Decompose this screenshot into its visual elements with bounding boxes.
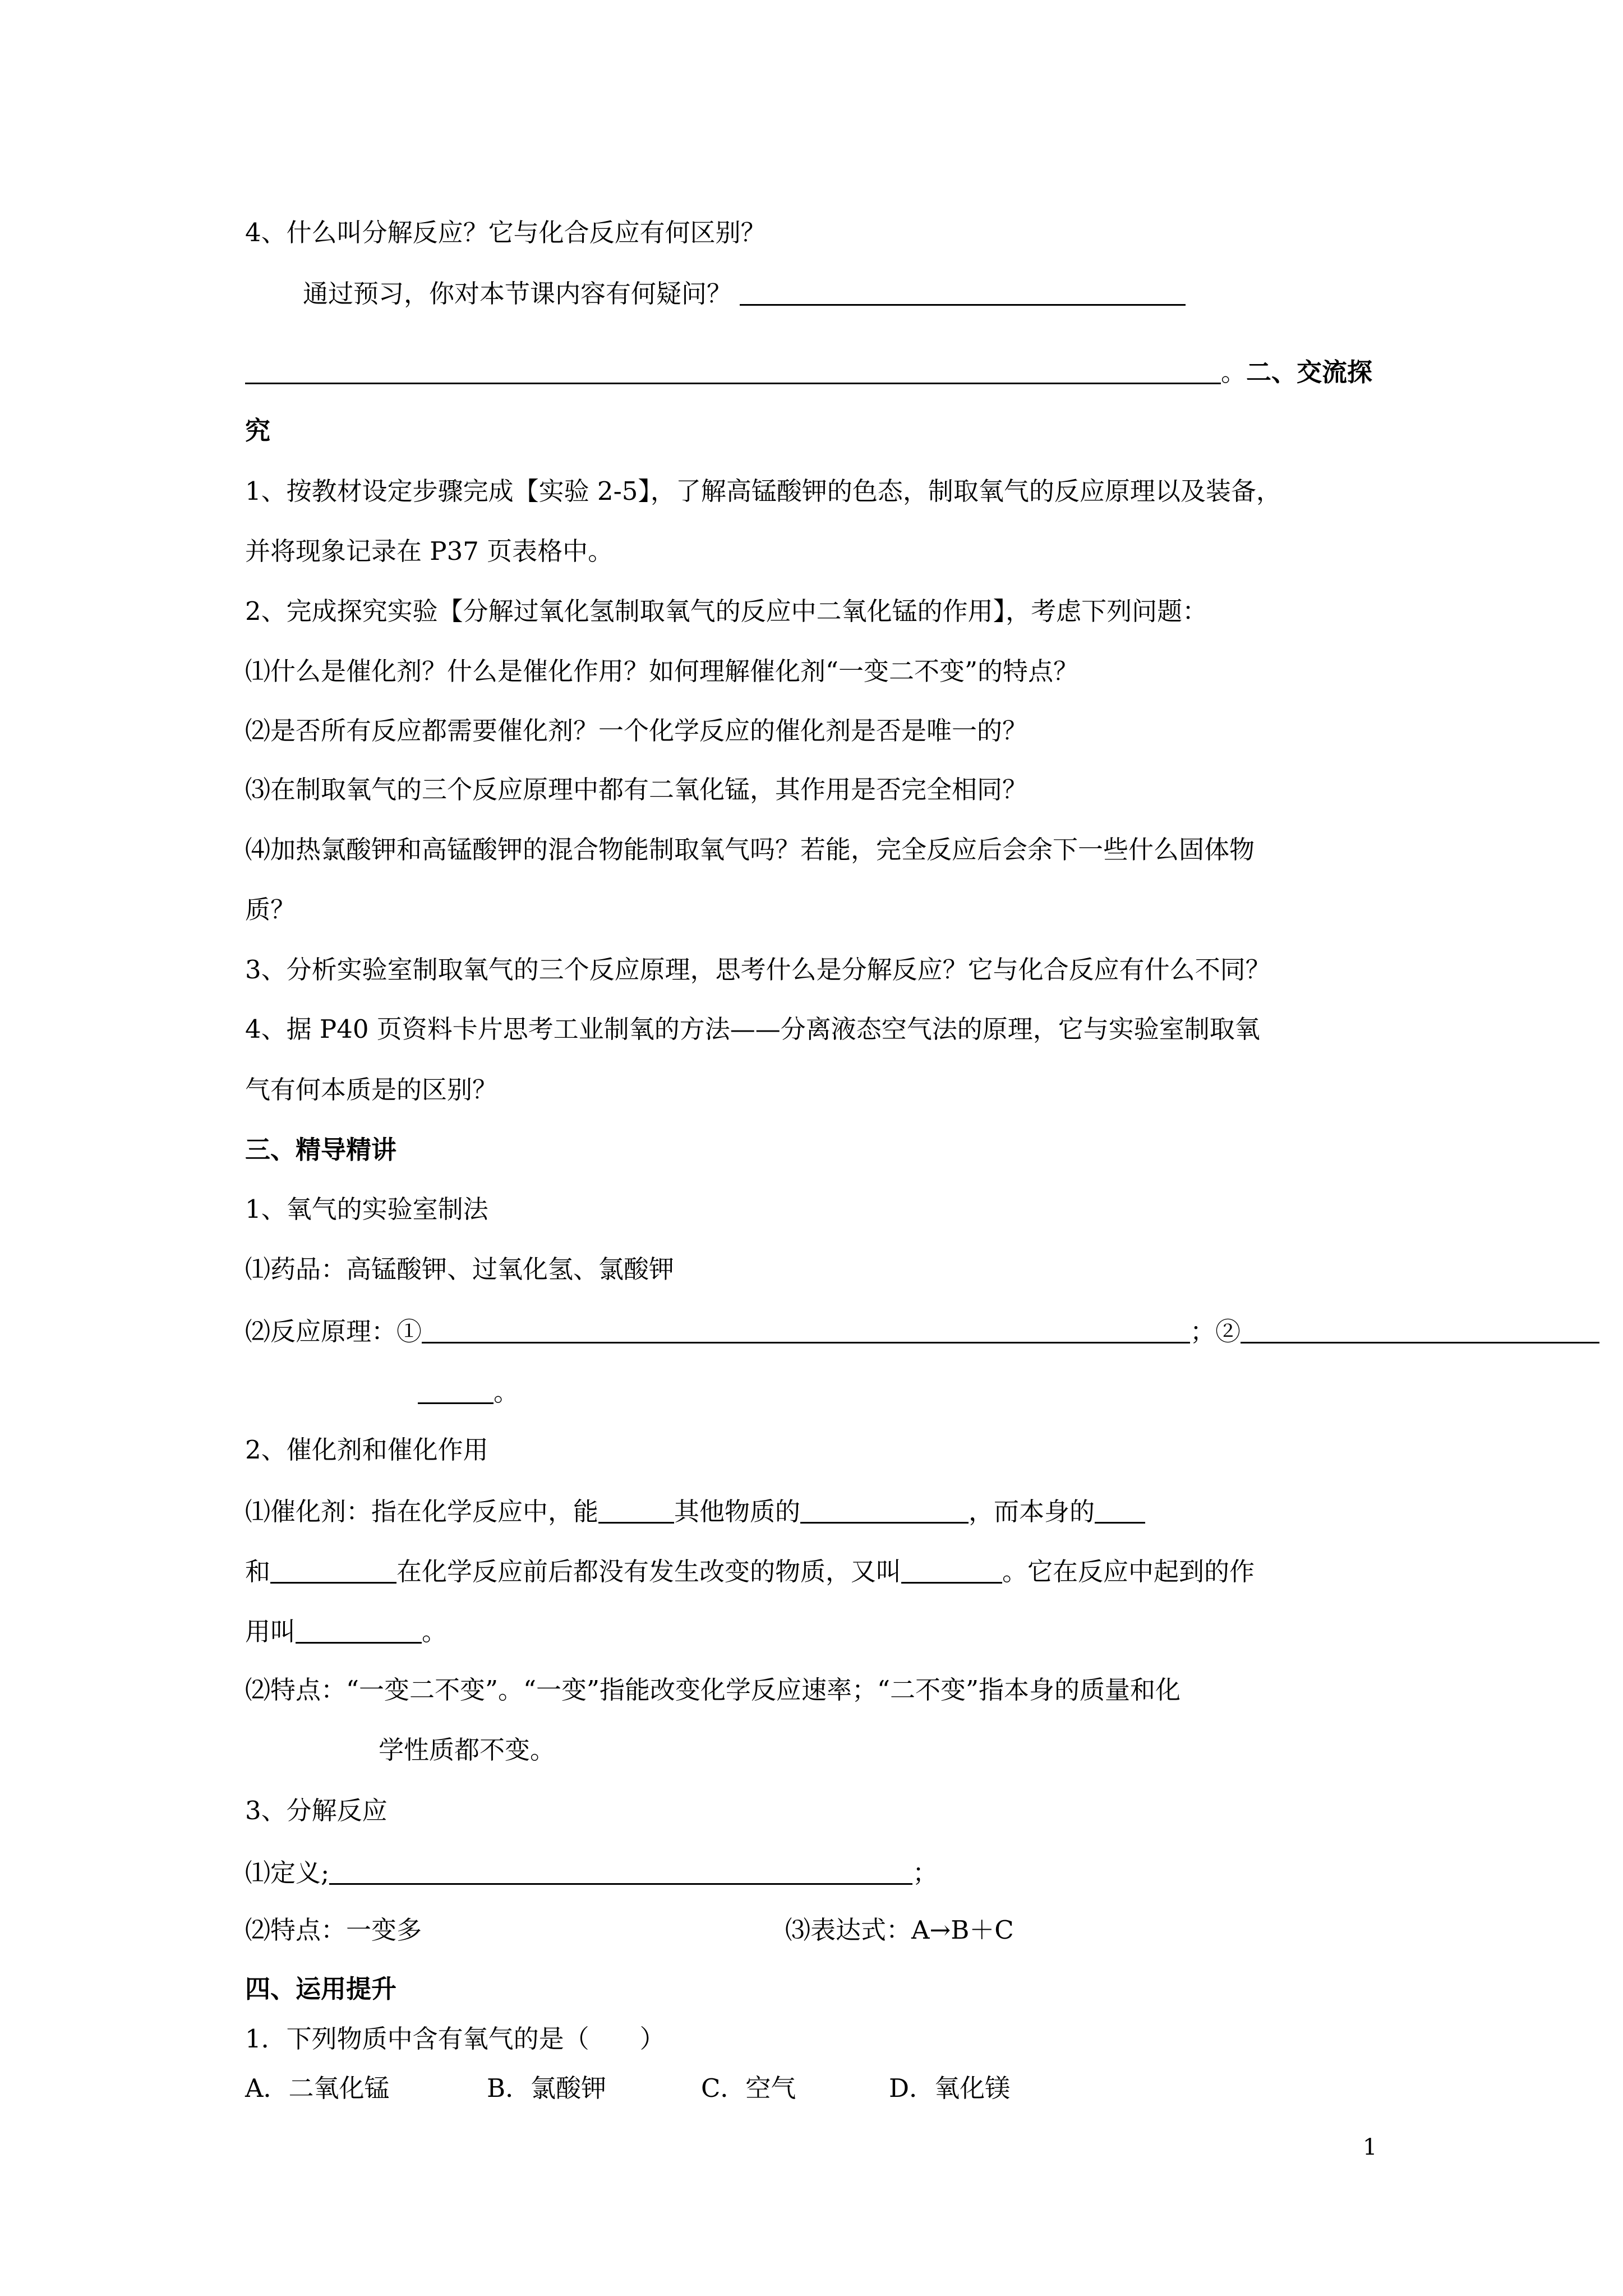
point-1: 1、氧气的实验室制法 (245, 1194, 488, 1224)
principle-blank-2[interactable] (1241, 1317, 1599, 1343)
exp-1-line-a: 1、按教材设定步骤完成【实验 2-5】，了解高锰酸钾的色态，制取氧气的反应原理以及装备， (245, 476, 1281, 506)
catalyst-def-c: ，而本身的 (969, 1497, 1095, 1526)
exp-2-q3: ⑶在制取氧气的三个反应原理中都有二氧化锰，其作用是否完全相同？ (245, 775, 1028, 804)
point-3: 3、分解反应 (245, 1796, 388, 1825)
exp-4-b: 气有何本质是的区别？ (245, 1075, 498, 1105)
catalyst-def-h: 。 (422, 1617, 448, 1646)
doubt-prompt: 通过预习，你对本节课内容有何疑问？ (303, 279, 732, 309)
point-1-drugs: ⑴药品：高锰酸钾、过氧化氢、氯酸钾 (245, 1254, 675, 1284)
decomposition-def-line (245, 1858, 938, 1888)
catalyst-feature-b: 学性质都不变。 (379, 1735, 556, 1765)
doubt-blank-2[interactable] (245, 357, 1221, 384)
section-2-title-a: 二、交流探 (1246, 357, 1373, 387)
catalyst-def-line-3 (245, 1617, 447, 1644)
decomposition-def-end: ； (912, 1858, 938, 1888)
doubt-blank-1[interactable] (740, 279, 1186, 306)
catalyst-def-f: 。它在反应中起到的作 (1002, 1557, 1255, 1586)
principle-separator: ；② (1190, 1317, 1241, 1346)
decomposition-def-label: ⑴定义; (245, 1858, 330, 1888)
decomposition-feature: ⑵特点：一变多 (245, 1915, 422, 1945)
principle-blank-1[interactable] (422, 1317, 1190, 1343)
catalyst-def-g: 用叫 (245, 1617, 296, 1646)
decomposition-expression: ⑶表达式：A→B＋C (785, 1915, 1014, 1945)
section-2-title-b: 究 (245, 416, 271, 445)
exp-2-q1: ⑴什么是催化剂？什么是催化作用？如何理解催化剂“一变二不变”的特点？ (245, 656, 1079, 686)
problem-1-option-b: B．氯酸钾 (487, 2073, 607, 2103)
exp-2-q4-a: ⑷加热氯酸钾和高锰酸钾的混合物能制取氧气吗？若能，完全反应后会余下一些什么固体物 (245, 835, 1255, 864)
catalyst-def-b: 其他物质的 (674, 1497, 801, 1526)
catalyst-blank-4[interactable] (270, 1557, 396, 1584)
principle-blank-3[interactable] (418, 1377, 494, 1404)
catalyst-def-a: ⑴催化剂：指在化学反应中，能 (245, 1497, 599, 1526)
page-number: 1 (1363, 2134, 1377, 2160)
exp-2-q4-b: 质？ (245, 895, 296, 924)
decomposition-def-blank[interactable] (329, 1858, 912, 1885)
catalyst-def-line-1 (245, 1497, 1145, 1524)
principle-label: ⑵反应原理：① (245, 1317, 422, 1346)
problem-1: 1．下列物质中含有氧气的是（ ） (245, 2024, 665, 2054)
catalyst-blank-2[interactable] (800, 1497, 969, 1524)
exp-1-line-b: 并将现象记录在 P37 页表格中。 (245, 536, 614, 566)
doubt-continuation-line (245, 357, 1372, 385)
problem-1-option-a: A．二氧化锰 (245, 2073, 390, 2103)
problem-1-option-d: D．氧化镁 (889, 2073, 1011, 2103)
catalyst-blank-1[interactable] (598, 1497, 674, 1524)
point-1-principle-line (245, 1317, 1599, 1344)
catalyst-blank-6[interactable] (296, 1617, 422, 1644)
section-4-title: 四、运用提升 (245, 1974, 397, 2004)
doubt-end: 。 (1221, 357, 1247, 387)
exp-3: 3、分析实验室制取氧气的三个反应原理，思考什么是分解反应？它与化合反应有什么不同？ (245, 955, 1271, 984)
catalyst-blank-5[interactable] (901, 1557, 1002, 1584)
exp-4-a: 4、据 P40 页资料卡片思考工业制氧的方法——分离液态空气法的原理，它与实验室制取氧 (245, 1014, 1260, 1044)
exp-2-q2: ⑵是否所有反应都需要催化剂？一个化学反应的催化剂是否是唯一的？ (245, 716, 1028, 746)
question-4: 4、什么叫分解反应？它与化合反应有何区别？ (245, 218, 766, 247)
catalyst-blank-3[interactable] (1095, 1497, 1145, 1524)
catalyst-def-d: 和 (245, 1557, 271, 1586)
problem-1-option-c: C．空气 (701, 2073, 796, 2103)
section-3-title: 三、精导精讲 (245, 1135, 397, 1165)
exp-2: 2、完成探究实验【分解过氧化氢制取氧气的反应中二氧化锰的作用】，考虑下列问题： (245, 596, 1208, 626)
point-1-principle-cont (418, 1377, 519, 1405)
catalyst-def-e: 在化学反应前后都没有发生改变的物质，又叫 (396, 1557, 902, 1586)
catalyst-feature-a: ⑵特点：“一变二不变”。“一变”指能改变化学反应速率；“二不变”指本身的质量和化 (245, 1675, 1181, 1705)
point-2: 2、催化剂和催化作用 (245, 1435, 488, 1465)
doubt-prompt-line (303, 279, 1186, 309)
catalyst-def-line-2 (245, 1557, 1255, 1584)
principle-end: 。 (494, 1377, 519, 1407)
